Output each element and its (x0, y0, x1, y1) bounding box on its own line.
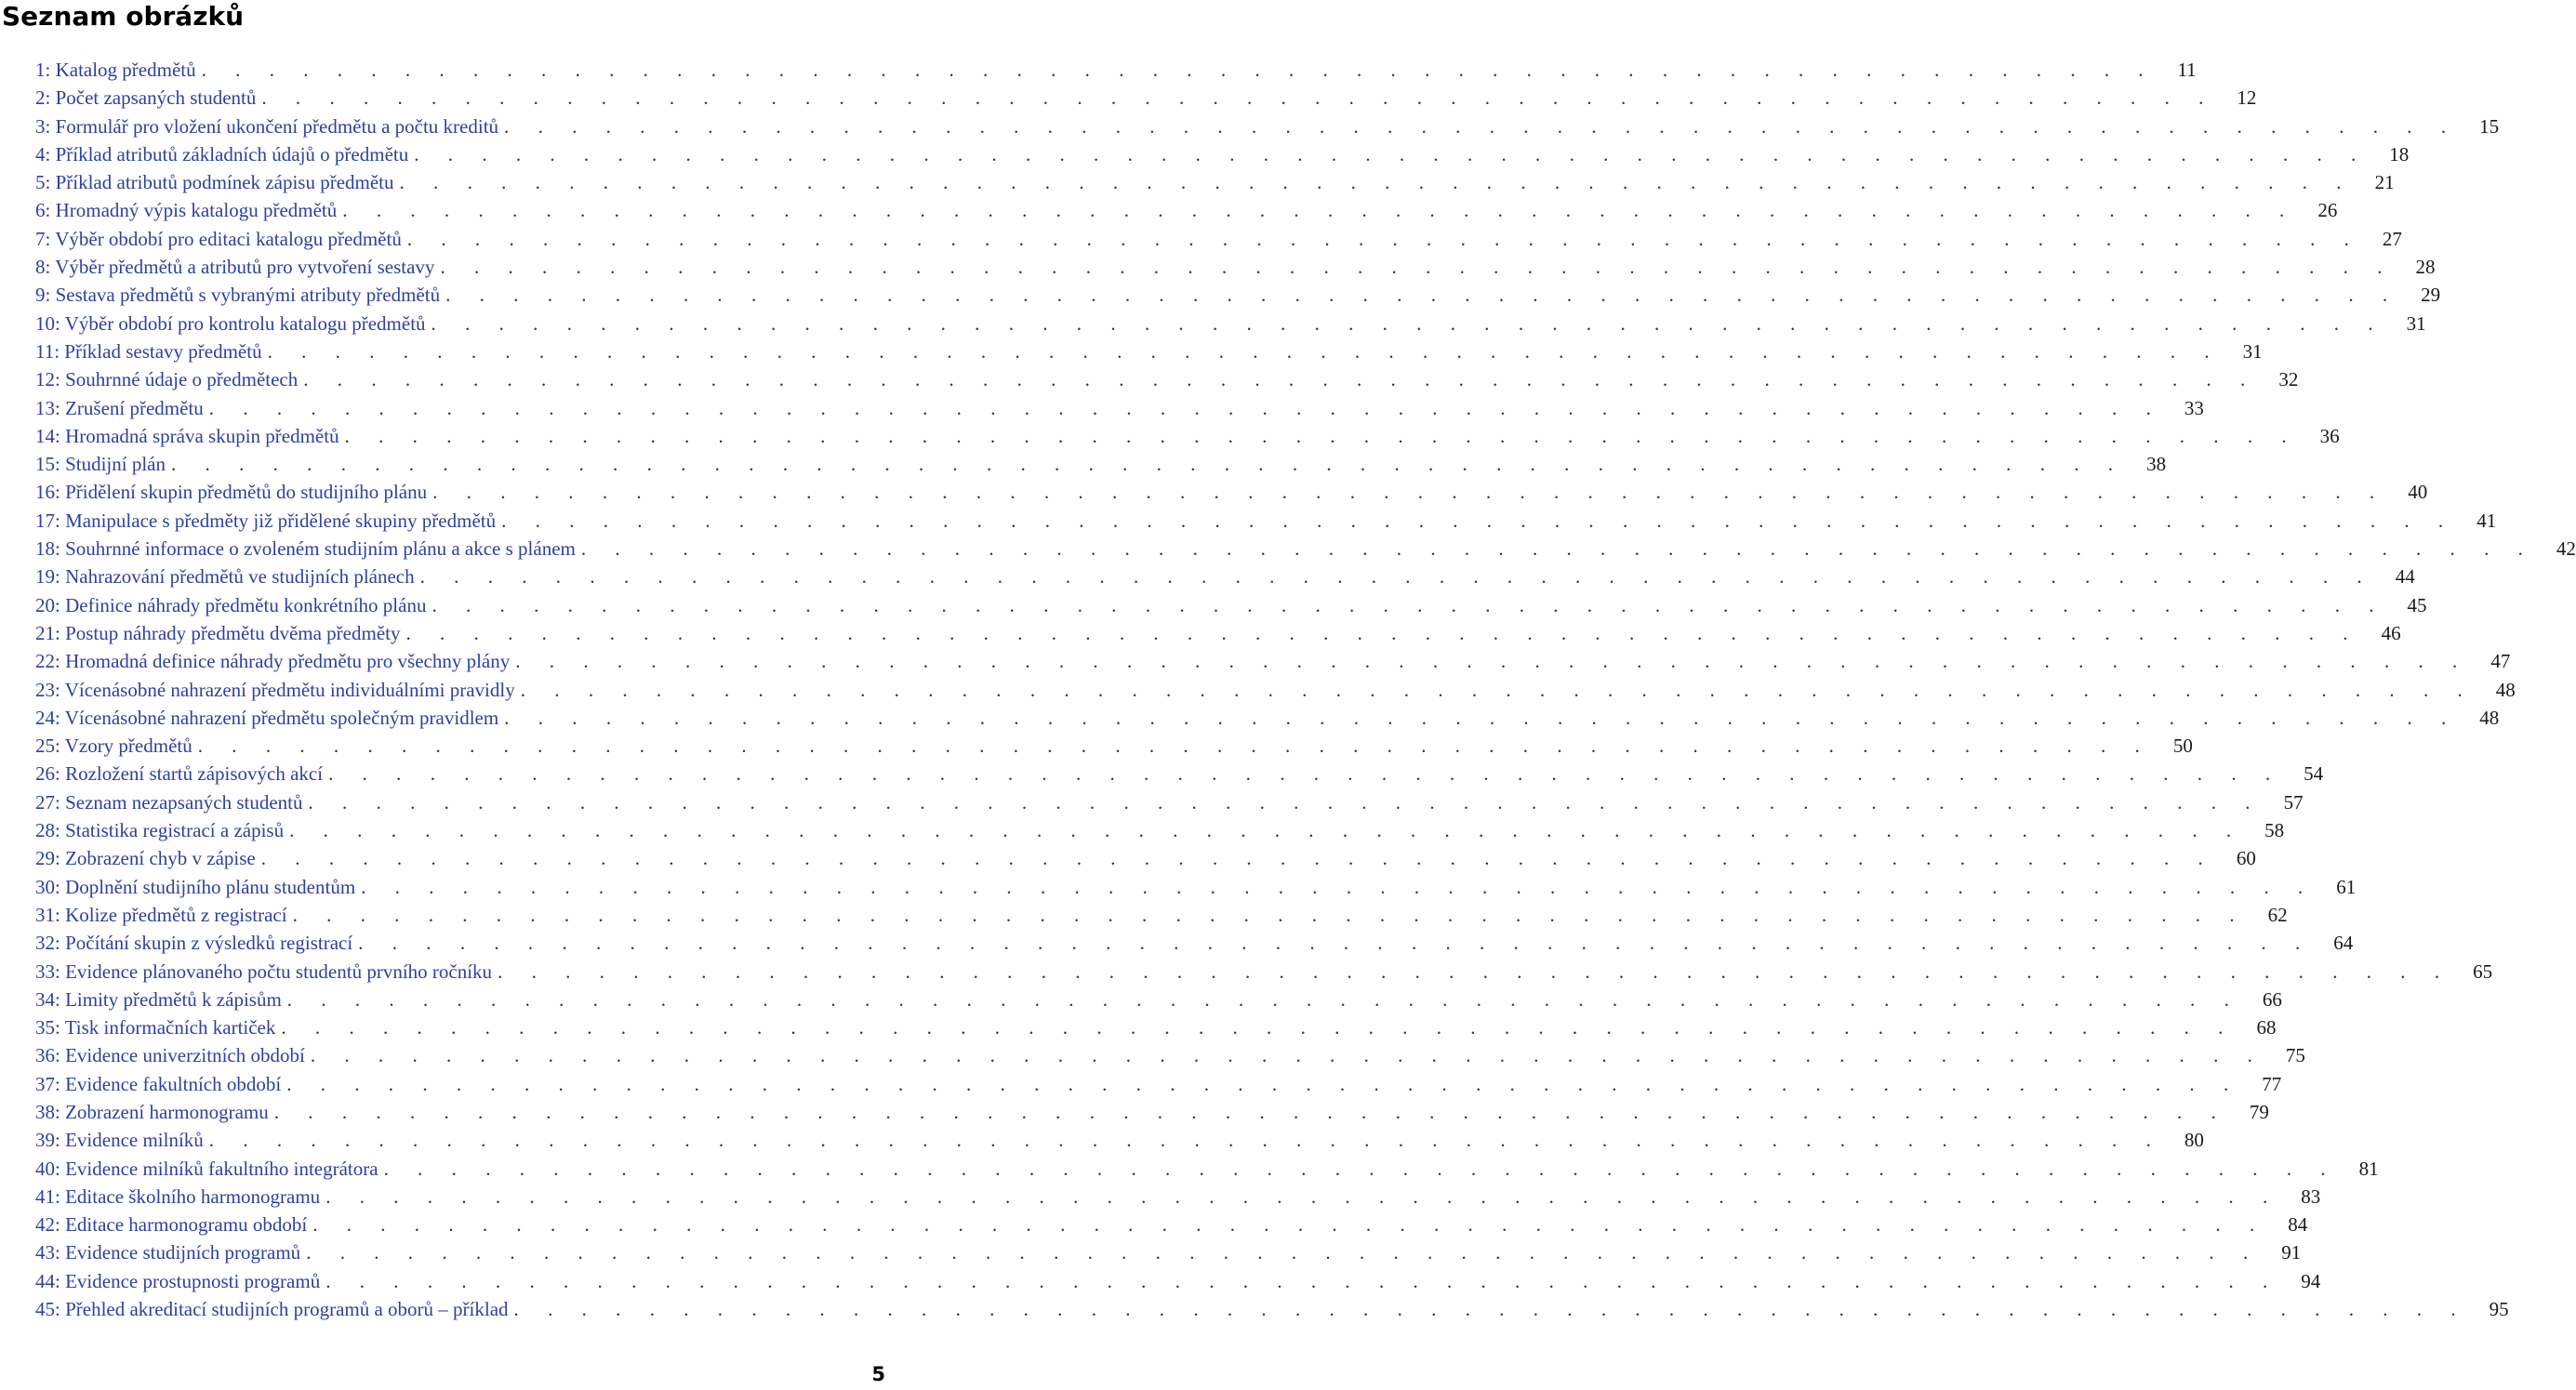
toc-entry-link[interactable]: 32: Počítání skupin z výsledků registrací (35, 932, 353, 955)
toc-entry-link[interactable]: 9: Sestava předmětů s vybranými atributy předmětů (35, 284, 441, 307)
toc-entry-link[interactable]: 4: Příklad atributů základních údajů o předmětu (35, 142, 409, 165)
toc-page-number: 62 (2267, 903, 2288, 926)
toc-entry[interactable] (35, 140, 2410, 168)
dot-leader: . . . . . . . . . . . . . . . . . . . . . . . . . . . . . . . . . . . . . . . . . . . . . . . . . . . . . . . . . . (358, 932, 2313, 955)
dot-leader: . . . . . . . . . . . . . . . . . . . . . . . . . . . . . . . . . . . . . . . . . . . . . . . . . . . . . . . . . . (267, 339, 2222, 363)
toc-page-number: 45 (2407, 593, 2427, 616)
dot-leader: . . . . . . . . . . . . . . . . . . . . . . . . . . . . . . . . . . . . . . . . . . . . . . . . . . . . . . . . . . (580, 537, 2535, 561)
toc-page-number: 57 (2283, 790, 2304, 814)
toc-page-number: 48 (2495, 678, 2516, 701)
toc-entry[interactable] (35, 1155, 2379, 1183)
toc-entry-link[interactable]: 41: Editace školního harmonogramu (35, 1185, 321, 1208)
toc-entry[interactable] (35, 1183, 2321, 1211)
dot-leader: . . . . . . . . . . . . . . . . . . . . . . . . . . . . . . . . . . . . . . . . . . . . . . . . . . . . . . . . . . (504, 114, 2459, 138)
toc-entry[interactable] (35, 1238, 2302, 1266)
dot-leader: . . . . . . . . . . . . . . . . . . . . . . . . . . . . . . . . . . . . . . . . . . . . . . . . . . . . . . . . . . (303, 368, 2258, 391)
toc-page-number: 38 (2146, 453, 2167, 476)
toc-entry[interactable] (35, 647, 2511, 675)
page-number: 5 (871, 1363, 885, 1385)
toc-page-number: 84 (2288, 1213, 2308, 1237)
toc-entry[interactable] (35, 196, 2338, 224)
toc-page-number: 75 (2285, 1044, 2305, 1067)
toc-page-number: 68 (2256, 1016, 2277, 1039)
dot-leader: . . . . . . . . . . . . . . . . . . . . . . . . . . . . . . . . . . . . . . . . . . . . . . . . . . . . . . . . . . (344, 424, 2299, 447)
toc-page-number: 40 (2408, 481, 2428, 504)
toc-entry-link[interactable]: 2: Počet zapsaných studentů (35, 86, 257, 110)
dot-leader: . . . . . . . . . . . . . . . . . . . . . . . . . . . . . . . . . . . . . . . . . . . . . . . . . . . . . . . . . . (445, 284, 2400, 307)
toc-page-number: 31 (2242, 339, 2263, 363)
toc-entry-link[interactable]: 16: Přidělení skupin předmětů do studijního plánu (35, 481, 428, 504)
toc-entry-link[interactable]: 43: Evidence studijních programů (35, 1241, 301, 1264)
dot-leader: . . . . . . . . . . . . . . . . . . . . . . . . . . . . . . . . . . . . . . . . . . . . . . . . . . . . . . . . . . (328, 762, 2283, 786)
dot-leader: . . . . . . . . . . . . . . . . . . . . . . . . . . . . . . . . . . . . . . . . . . . . . . . . . . . . . . . . . . (406, 227, 2361, 250)
dot-leader: . . . . . . . . . . . . . . . . . . . . . . . . . . . . . . . . . . . . . . . . . . . . . . . . . . . . . . . . . . (197, 735, 2152, 758)
toc-page-number: 54 (2304, 762, 2324, 786)
toc-entry-link[interactable]: 45: Přehled akreditací studijních programů a oborů – příklad (35, 1298, 509, 1321)
dot-leader: . . . . . . . . . . . . . . . . . . . . . . . . . . . . . . . . . . . . . . . . . . . . . . . . . . . . . . . . . . (325, 1269, 2280, 1292)
toc-entry[interactable] (35, 1267, 2321, 1295)
toc-entry[interactable] (35, 619, 2401, 647)
dot-leader: . . . . . . . . . . . . . . . . . . . . . . . . . . . . . . . . . . . . . . . . . . . . . . . . . . . . . . . . . . (342, 199, 2297, 222)
toc-page-number: 32 (2278, 368, 2299, 391)
toc-entry-link[interactable]: 15: Studijní plán (35, 453, 166, 476)
toc-entry[interactable] (35, 591, 2427, 619)
toc-entry[interactable] (35, 113, 2500, 140)
toc-entry[interactable] (35, 676, 2516, 704)
toc-entry-link[interactable]: 18: Souhrnné informace o zvoleném studijním plánu a akce s plánem (35, 537, 576, 561)
toc-page-number: 50 (2172, 735, 2193, 758)
toc-page-number: 12 (2237, 86, 2257, 110)
list-of-figures (35, 56, 2576, 1323)
toc-entry[interactable] (35, 760, 2324, 788)
toc-entry-link[interactable]: 21: Postup náhrady předmětu dvěma předměty (35, 621, 401, 644)
toc-entry-link[interactable]: 6: Hromadný výpis katalogu předmětů (35, 199, 338, 222)
toc-page-number: 41 (2476, 509, 2497, 532)
dot-leader: . . . . . . . . . . . . . . . . . . . . . . . . . . . . . . . . . . . . . . . . . . . . . . . . . . . . . . . . . . (520, 678, 2475, 701)
toc-entry[interactable] (35, 958, 2493, 986)
toc-entry[interactable] (35, 816, 2285, 844)
toc-entry-link[interactable]: 12: Souhrnné údaje o předmětech (35, 368, 299, 391)
toc-entry[interactable] (35, 1070, 2282, 1098)
toc-entry-link[interactable]: 28: Statistika registrací a zápisů (35, 819, 285, 842)
toc-entry-link[interactable]: 23: Vícenásobné nahrazení předmětu individuálními pravidly (35, 678, 515, 701)
dot-leader: . . . . . . . . . . . . . . . . . . . . . . . . . . . . . . . . . . . . . . . . . . . . . . . . . . . . . . . . . . (273, 1100, 2228, 1123)
toc-entry[interactable] (35, 225, 2402, 253)
toc-entry-link[interactable]: 3: Formulář pro vložení ukončení předmětu a počtu kreditů (35, 114, 499, 138)
toc-entry-link[interactable]: 44: Evidence prostupnosti programů (35, 1269, 321, 1292)
toc-entry-link[interactable]: 39: Evidence milníků (35, 1129, 204, 1152)
dot-leader: . . . . . . . . . . . . . . . . . . . . . . . . . . . . . . . . . . . . . . . . . . . . . . . . . . . . . . . . . . (405, 621, 2360, 644)
toc-page-number: 79 (2249, 1100, 2269, 1123)
dot-leader: . . . . . . . . . . . . . . . . . . . . . . . . . . . . . . . . . . . . . . . . . . . . . . . . . . . . . . . . . . (281, 1016, 2236, 1039)
toc-entry-link[interactable]: 22: Hromadná definice náhrady předmětu pro všechny plány (35, 650, 511, 673)
toc-entry[interactable] (35, 929, 2354, 957)
toc-page-number: 77 (2262, 1072, 2282, 1095)
toc-entry-link[interactable]: 20: Definice náhrady předmětu konkrétního plánu (35, 593, 427, 616)
toc-page-number: 94 (2301, 1269, 2321, 1292)
toc-page-number: 66 (2262, 987, 2282, 1011)
dot-leader: . . . . . . . . . . . . . . . . . . . . . . . . . . . . . . . . . . . . . . . . . . . . . . . . . . . . . . . . . . (515, 650, 2470, 673)
dot-leader: . . . . . . . . . . . . . . . . . . . . . . . . . . . . . . . . . . . . . . . . . . . . . . . . . . . . . . . . . . (286, 987, 2241, 1011)
dot-leader: . . . . . . . . . . . . . . . . . . . . . . . . . . . . . . . . . . . . . . . . . . . . . . . . . . . . . . . . . . (310, 1044, 2264, 1067)
toc-page-number: 83 (2301, 1185, 2321, 1208)
toc-entry-link[interactable]: 38: Zobrazení harmonogramu (35, 1100, 269, 1123)
toc-entry-link[interactable]: 42: Editace harmonogramu období (35, 1213, 308, 1237)
toc-entry-link[interactable]: 27: Seznam nezapsaných studentů (35, 790, 303, 814)
toc-entry[interactable] (35, 873, 2357, 901)
dot-leader: . . . . . . . . . . . . . . . . . . . . . . . . . . . . . . . . . . . . . . . . . . . . . . . . . . . . . . . . . . (399, 171, 2354, 194)
toc-entry-link[interactable]: 7: Výběr období pro editaci katalogu předmětů (35, 227, 402, 250)
toc-page-number: 80 (2184, 1129, 2204, 1152)
dot-leader: . . . . . . . . . . . . . . . . . . . . . . . . . . . . . . . . . . . . . . . . . . . . . . . . . . . . . . . . . . (419, 565, 2374, 589)
toc-page-number: 36 (2319, 424, 2340, 447)
dot-leader: . . . . . . . . . . . . . . . . . . . . . . . . . . . . . . . . . . . . . . . . . . . . . . . . . . . . . . . . . . (312, 1213, 2267, 1237)
dot-leader: . . . . . . . . . . . . . . . . . . . . . . . . . . . . . . . . . . . . . . . . . . . . . . . . . . . . . . . . . . (431, 311, 2385, 335)
toc-page-number: 46 (2381, 621, 2401, 644)
toc-entry[interactable] (35, 1211, 2308, 1238)
toc-entry-link[interactable]: 24: Vícenásobné nahrazení předmětu společným pravidlem (35, 706, 499, 729)
toc-entry-link[interactable]: 31: Kolize předmětů z registrací (35, 903, 287, 926)
page-title: Seznam obrázků (2, 1, 245, 32)
toc-entry-link[interactable]: 17: Manipulace s předměty již přidělené skupiny předmětů (35, 509, 497, 532)
toc-entry-link[interactable]: 11: Příklad sestavy předmětů (35, 339, 262, 363)
toc-entry-link[interactable]: 29: Zobrazení chyb v zápise (35, 847, 256, 870)
toc-page-number: 21 (2374, 171, 2395, 194)
toc-page-number: 95 (2489, 1298, 2509, 1321)
toc-entry[interactable] (35, 394, 2204, 422)
toc-entry[interactable] (35, 844, 2256, 872)
dot-leader: . . . . . . . . . . . . . . . . . . . . . . . . . . . . . . . . . . . . . . . . . . . . . . . . . . . . . . . . . . (361, 875, 2316, 898)
toc-page-number: 31 (2406, 311, 2426, 335)
dot-leader: . . . . . . . . . . . . . . . . . . . . . . . . . . . . . . . . . . . . . . . . . . . . . . . . . . . . . . . . . . (171, 453, 2126, 476)
toc-entry[interactable] (35, 1041, 2305, 1069)
toc-entry[interactable] (35, 1013, 2277, 1041)
toc-entry-link[interactable]: 10: Výběr období pro kontrolu katalogu předmětů (35, 311, 426, 335)
toc-entry[interactable] (35, 563, 2415, 590)
toc-page-number: 91 (2281, 1241, 2302, 1264)
dot-leader: . . . . . . . . . . . . . . . . . . . . . . . . . . . . . . . . . . . . . . . . . . . . . . . . . . . . . . . . . . (504, 706, 2459, 729)
toc-entry[interactable] (35, 338, 2263, 365)
toc-entry[interactable] (35, 507, 2497, 535)
dot-leader: . . . . . . . . . . . . . . . . . . . . . . . . . . . . . . . . . . . . . . . . . . . . . . . . . . . . . . . . . . (286, 1072, 2241, 1095)
toc-entry[interactable] (35, 84, 2257, 112)
dot-leader: . . . . . . . . . . . . . . . . . . . . . . . . . . . . . . . . . . . . . . . . . . . . . . . . . . . . . . . . . . (201, 59, 2156, 81)
toc-entry[interactable] (35, 310, 2426, 338)
toc-entry[interactable] (35, 422, 2340, 450)
toc-entry-link[interactable]: 30: Doplnění studijního plánu studentům (35, 875, 356, 898)
toc-entry-link[interactable]: 36: Evidence univerzitních období (35, 1044, 305, 1067)
toc-entry-link[interactable]: 33: Evidence plánovaného počtu studentů prvního ročníku (35, 960, 493, 983)
toc-entry-link[interactable]: 1: Katalog předmětů (35, 59, 196, 81)
toc-entry[interactable] (35, 365, 2299, 393)
toc-entry[interactable] (35, 478, 2428, 506)
dot-leader: . . . . . . . . . . . . . . . . . . . . . . . . . . . . . . . . . . . . . . . . . . . . . . . . . . . . . . . . . . (325, 1185, 2280, 1208)
toc-page-number: 18 (2389, 142, 2410, 165)
dot-leader: . . . . . . . . . . . . . . . . . . . . . . . . . . . . . . . . . . . . . . . . . . . . . . . . . . . . . . . . . . (432, 593, 2386, 616)
dot-leader: . . . . . . . . . . . . . . . . . . . . . . . . . . . . . . . . . . . . . . . . . . . . . . . . . . . . . . . . . . (208, 1129, 2163, 1152)
toc-entry-link[interactable]: 13: Zrušení předmětu (35, 396, 204, 419)
dot-leader: . . . . . . . . . . . . . . . . . . . . . . . . . . . . . . . . . . . . . . . . . . . . . . . . . . . . . . . . . . (260, 847, 2215, 870)
dot-leader: . . . . . . . . . . . . . . . . . . . . . . . . . . . . . . . . . . . . . . . . . . . . . . . . . . . . . . . . . . (306, 1241, 2261, 1264)
dot-leader: . . . . . . . . . . . . . . . . . . . . . . . . . . . . . . . . . . . . . . . . . . . . . . . . . . . . . . . . . . (208, 396, 2163, 419)
toc-page-number: 28 (2415, 256, 2436, 279)
toc-entry-link[interactable]: 37: Evidence fakultních období (35, 1072, 282, 1095)
dot-leader: . . . . . . . . . . . . . . . . . . . . . . . . . . . . . . . . . . . . . . . . . . . . . . . . . . . . . . . . . . (383, 1157, 2338, 1180)
toc-entry[interactable] (35, 1098, 2269, 1126)
dot-leader: . . . . . . . . . . . . . . . . . . . . . . . . . . . . . . . . . . . . . . . . . . . . . . . . . . . . . . . . . . (440, 256, 2395, 279)
toc-entry-link[interactable]: 25: Vzory předmětů (35, 735, 193, 758)
toc-page-number: 47 (2490, 650, 2511, 673)
dot-leader: . . . . . . . . . . . . . . . . . . . . . . . . . . . . . . . . . . . . . . . . . . . . . . . . . . . . . . . . . . (513, 1298, 2468, 1321)
toc-entry[interactable] (35, 56, 2197, 84)
toc-page-number: 27 (2382, 227, 2402, 250)
toc-page-number: 29 (2421, 284, 2441, 307)
toc-page-number: 61 (2336, 875, 2357, 898)
toc-entry[interactable] (35, 732, 2193, 760)
toc-entry-link[interactable]: 5: Příklad atributů podmínek zápisu předmětu (35, 171, 394, 194)
dot-leader: . . . . . . . . . . . . . . . . . . . . . . . . . . . . . . . . . . . . . . . . . . . . . . . . . . . . . . . . . . (289, 819, 2244, 842)
dot-leader: . . . . . . . . . . . . . . . . . . . . . . . . . . . . . . . . . . . . . . . . . . . . . . . . . . . . . . . . . . (432, 481, 2387, 504)
toc-page-number: 44 (2395, 565, 2415, 589)
toc-entry-link[interactable]: 19: Nahrazování předmětů ve studijních plánech (35, 565, 415, 589)
toc-entry-link[interactable]: 40: Evidence milníků fakultního integrátora (35, 1157, 378, 1180)
toc-entry[interactable] (35, 788, 2304, 816)
toc-entry[interactable] (35, 704, 2500, 732)
toc-entry[interactable] (35, 1295, 2509, 1323)
toc-entry[interactable] (35, 281, 2441, 309)
toc-entry-link[interactable]: 26: Rozložení startů zápisových akcí (35, 762, 324, 786)
dot-leader: . . . . . . . . . . . . . . . . . . . . . . . . . . . . . . . . . . . . . . . . . . . . . . . . . . . . . . . . . . (308, 790, 2263, 814)
toc-page-number: 48 (2479, 706, 2500, 729)
toc-entry-link[interactable]: 14: Hromadná správa skupin předmětů (35, 424, 339, 447)
toc-entry[interactable] (35, 901, 2288, 929)
toc-page-number: 81 (2358, 1157, 2379, 1180)
toc-page-number: 65 (2473, 960, 2493, 983)
toc-page-number: 42 (2556, 537, 2576, 561)
toc-entry[interactable] (35, 986, 2282, 1013)
dot-leader: . . . . . . . . . . . . . . . . . . . . . . . . . . . . . . . . . . . . . . . . . . . . . . . . . . . . . . . . . . (498, 960, 2452, 983)
toc-entry[interactable] (35, 535, 2576, 563)
toc-entry[interactable] (35, 253, 2436, 281)
dot-leader: . . . . . . . . . . . . . . . . . . . . . . . . . . . . . . . . . . . . . . . . . . . . . . . . . . . . . . . . . . (261, 86, 2216, 110)
toc-page-number: 60 (2236, 847, 2256, 870)
toc-entry[interactable] (35, 450, 2167, 478)
toc-page-number: 11 (2177, 59, 2197, 81)
toc-page-number: 64 (2333, 932, 2354, 955)
toc-entry-link[interactable]: 35: Tisk informačních kartiček (35, 1016, 276, 1039)
toc-entry-link[interactable]: 34: Limity předmětů k zápisům (35, 987, 282, 1011)
dot-leader: . . . . . . . . . . . . . . . . . . . . . . . . . . . . . . . . . . . . . . . . . . . . . . . . . . . . . . . . . . (292, 903, 2247, 926)
toc-entry[interactable] (35, 1126, 2204, 1154)
dot-leader: . . . . . . . . . . . . . . . . . . . . . . . . . . . . . . . . . . . . . . . . . . . . . . . . . . . . . . . . . . (414, 142, 2369, 165)
toc-entry-link[interactable]: 8: Výběr předmětů a atributů pro vytvoření sestavy (35, 256, 435, 279)
dot-leader: . . . . . . . . . . . . . . . . . . . . . . . . . . . . . . . . . . . . . . . . . . . . . . . . . . . . . . . . . . (501, 509, 2456, 532)
toc-page-number: 58 (2264, 819, 2285, 842)
toc-page-number: 15 (2479, 114, 2500, 138)
toc-page-number: 33 (2184, 396, 2204, 419)
toc-page-number: 26 (2317, 199, 2338, 222)
toc-entry[interactable] (35, 168, 2395, 196)
